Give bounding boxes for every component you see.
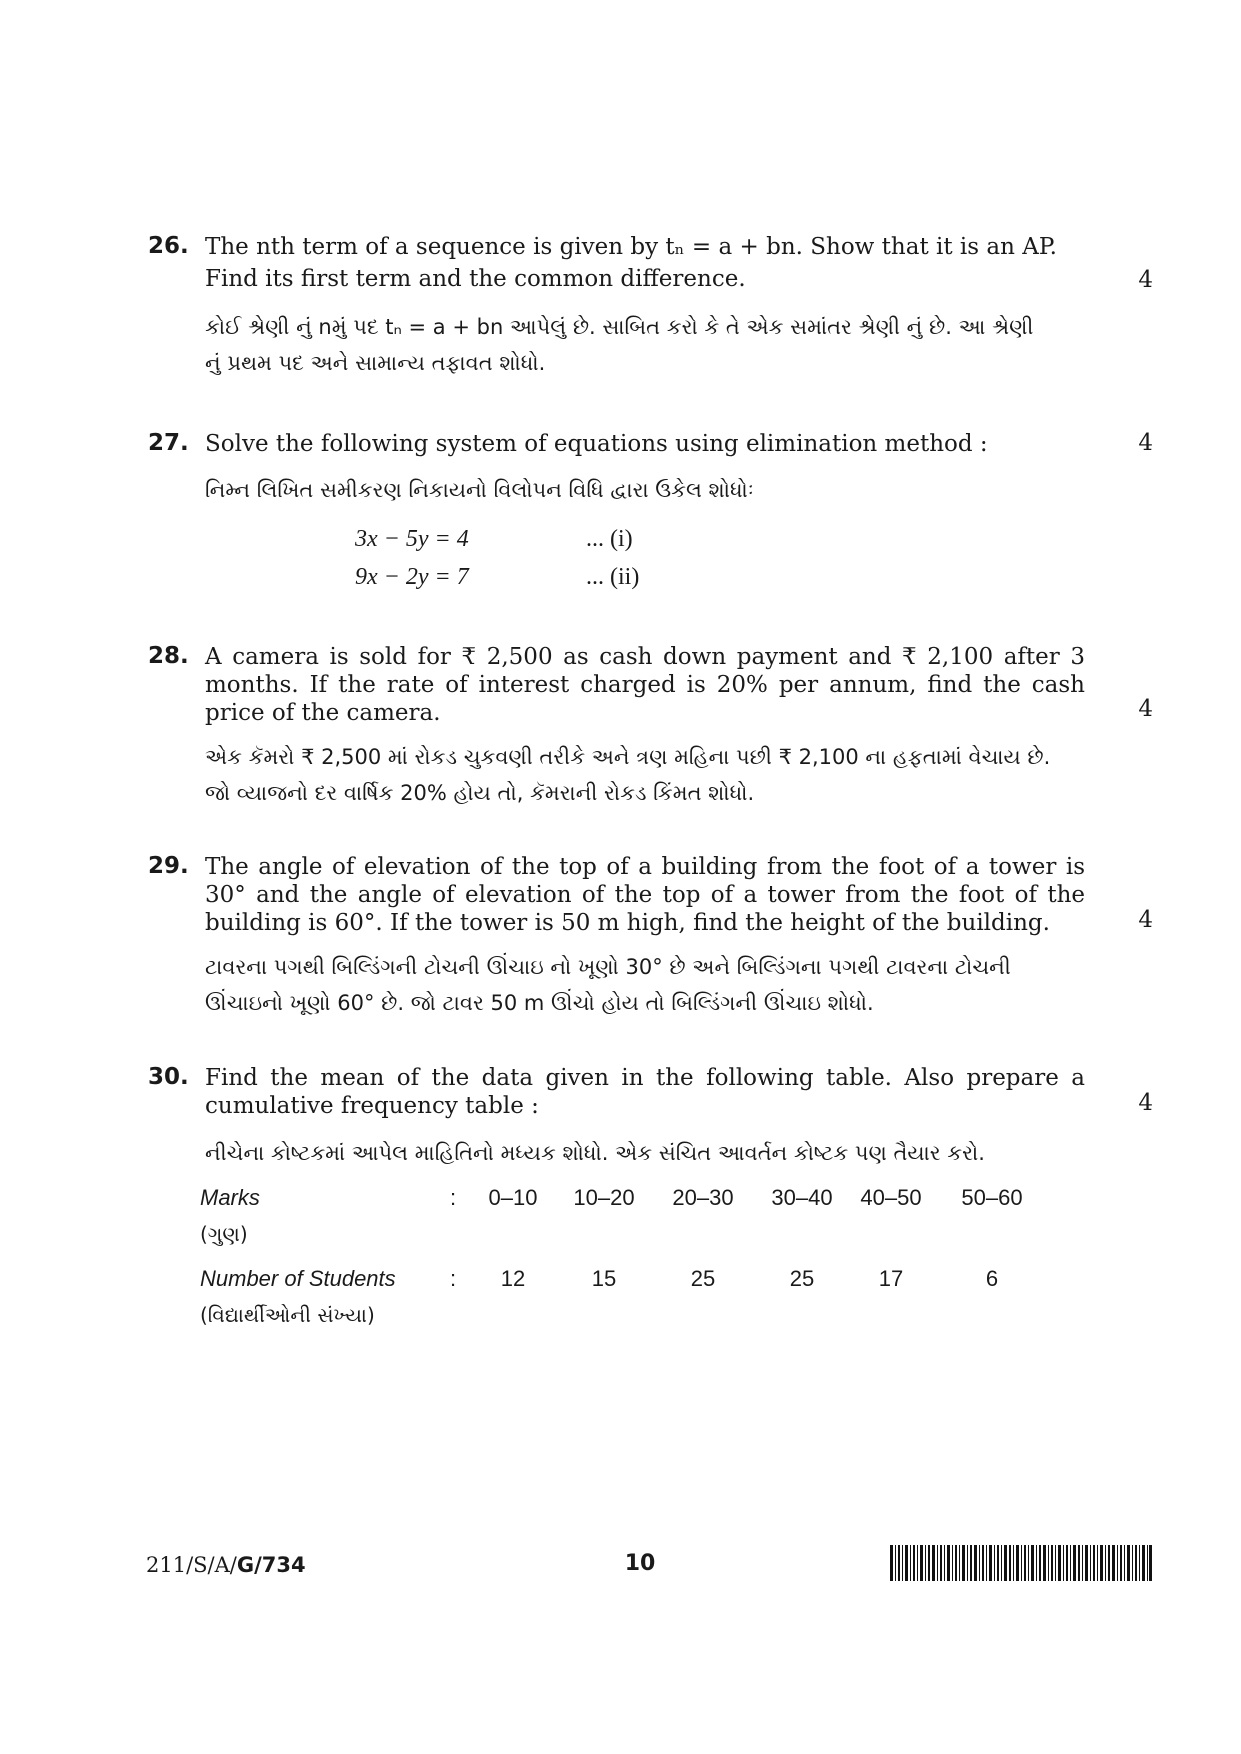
question-text-gu xyxy=(205,309,1085,381)
question-number: 30. xyxy=(148,1064,189,1090)
table-cell: 25 xyxy=(789,1266,815,1291)
question-number: 29. xyxy=(148,853,189,879)
marks: 4 xyxy=(1138,696,1153,722)
marks: 4 xyxy=(1138,430,1153,456)
question-text-line: Find its first term and the common difference. xyxy=(205,266,746,292)
equation-1-tag: ... (i) xyxy=(586,526,633,552)
table-row-label-marks-gu: (ગુણ) xyxy=(200,1222,248,1246)
paper-code-bold: G/734 xyxy=(236,1553,306,1577)
equation-1: 3x − 5y = 4 xyxy=(355,526,469,552)
question-text-gu: નીચેના કોષ્ટકમાં આપેલ માહિતિનો મધ્યક શોધો. એક સંચિત આવર્તન કોષ્ટક પણ તૈયાર કરો. xyxy=(205,1141,985,1165)
question-number: 27. xyxy=(148,430,189,456)
table-cell: 30–40 xyxy=(771,1185,833,1210)
table-row-label-marks: Marks xyxy=(200,1185,260,1210)
question-text-line: ટાવરના પગથી બિલ્ડિંગની ટોચની ઊંચાઇ નો ખૂણો 30° છે અને બિલ્ડિંગના પગથી ટાવરના ટોચની xyxy=(205,955,1011,979)
question-text-line: એક કૅમરો ₹ 2,500 માં રોકડ ચુકવણી તરીકે અને ત્રણ મહિના પછી ₹ 2,100 ના હફતામાં વેચાય છે. xyxy=(205,745,1051,769)
marks: 4 xyxy=(1138,1090,1153,1116)
paper-code xyxy=(146,1553,306,1577)
table-cell: 50–60 xyxy=(961,1185,1023,1210)
question-text-en: The angle of elevation of the top of a building from the foot of a tower is 30° and the angle of elevation of the top of a tower from the foot of the building is 60°. If the tower is 50 m high, find the height of the building. xyxy=(205,854,1085,936)
question-text-en: A camera is sold for ₹ 2,500 as cash down payment and ₹ 2,100 after 3 months. If the rate of interest charged is 20% per annum, find the cash price of the camera. xyxy=(205,644,1085,726)
table-cell: 10–20 xyxy=(573,1185,635,1210)
question-text-line: The nth term of a sequence is given by tₙ = a + bn. Show that it is an AP. xyxy=(205,234,1057,260)
table-row-label-students-gu: (વિદ્યાર્થીઓની સંખ્યા) xyxy=(200,1303,375,1327)
question-text-line: કોઈ શ્રેણી નું nમું પદ tₙ = a + bn આપેલું છે. સાબિત કરો કે તે એક સમાંતર શ્રેણી નું છે. આ શ્રેણી xyxy=(205,315,1034,339)
question-text-en: Find the mean of the data given in the following table. Also prepare a cumulative frequency table : xyxy=(205,1065,1085,1119)
equation-2: 9x − 2y = 7 xyxy=(355,564,469,590)
question-text-line: નું પ્રથમ પદ અને સામાન્ય તફાવત શોધો. xyxy=(205,351,546,375)
table-cell: 6 xyxy=(985,1266,999,1291)
question-text-en xyxy=(205,233,1085,294)
question-text-line: જો વ્યાજનો દર વાર્ષિક 20% હોય તો, કૅમરાની રોકડ કિંમત શોધો. xyxy=(205,781,755,805)
paper-code-prefix: 211/S/A/ xyxy=(146,1553,237,1577)
page-number: 10 xyxy=(624,1551,656,1576)
marks: 4 xyxy=(1138,267,1153,293)
table-row-label-students: Number of Students xyxy=(200,1266,396,1291)
table-colon: : xyxy=(450,1185,457,1210)
table-cell: 17 xyxy=(878,1266,904,1291)
table-cell: 25 xyxy=(690,1266,716,1291)
table-cell: 20–30 xyxy=(672,1185,734,1210)
table-cell: 0–10 xyxy=(488,1185,538,1210)
question-text-line: ઊંચાઇનો ખૂણો 60° છે. જો ટાવર 50 m ઊંચો હોય તો બિલ્ડિંગની ઊંચાઇ શોધો. xyxy=(205,991,874,1015)
table-colon: : xyxy=(450,1266,457,1291)
question-number: 26. xyxy=(148,233,189,259)
question-text-gu xyxy=(205,739,1085,811)
marks: 4 xyxy=(1138,907,1153,933)
equation-2-tag: ... (ii) xyxy=(586,564,640,590)
table-cell: 40–50 xyxy=(860,1185,922,1210)
question-text-en: Solve the following system of equations using elimination method : xyxy=(205,431,988,457)
question-number: 28. xyxy=(148,643,189,669)
table-cell: 12 xyxy=(500,1266,526,1291)
barcode-icon xyxy=(890,1545,1152,1581)
question-text-gu: નિમ્ન લિખિત સમીકરણ નિકાયનો વિલોપન વિધિ દ્વારા ઉકેલ શોધોઃ xyxy=(205,478,754,502)
table-cell: 15 xyxy=(591,1266,617,1291)
question-text-gu xyxy=(205,949,1085,1021)
